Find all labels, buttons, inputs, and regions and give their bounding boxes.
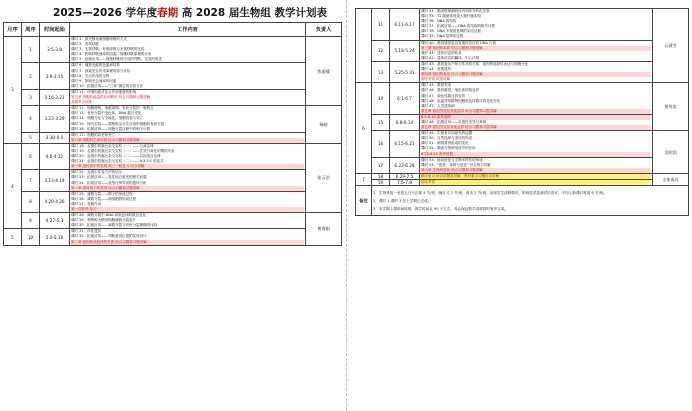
week-row [4, 143, 342, 169]
week-cell: 10 [22, 229, 40, 245]
lesson-line: 课时 2：有氧呼吸 [71, 42, 99, 47]
lesson-line: 课时 26：减数分裂——卵细胞的形成过程 [71, 196, 137, 201]
week-cell: 13 [372, 61, 390, 82]
lessons-cell [70, 37, 306, 63]
week-cell: 12 [372, 40, 390, 61]
plan-table-left-body [4, 37, 342, 246]
week-cell: 16 [372, 131, 390, 157]
week-row [356, 40, 689, 61]
month-cell: 7 [356, 173, 372, 185]
title-term: 春期 [157, 7, 179, 19]
lesson-line: 课时 48：拓展应用——可遗传变异与育种 [421, 119, 487, 124]
note-line: 2．课时 1-课时 3 在上学期已完成。 [373, 198, 432, 203]
lesson-line: 课时 7：探索光合作用原理的部分实验 [71, 68, 131, 73]
lesson-line: 课时 12：细胞增殖、细胞周期、有丝分裂的一般特点 [71, 106, 154, 111]
lesson-line: 课时 35：T2 噬菌体侵染大肠杆菌实验 [421, 14, 482, 19]
note-line: 1．生物每周一至周五白天正课 4 节/班，晚自习 2 节/班，周末 2 节/班；出现学生请假情况，阶段性试卷测试后讲评，平均上新课时每周 6 节/班。 [373, 190, 607, 195]
date-cell: 6.11-6.17 [390, 9, 420, 41]
week-row [356, 61, 689, 82]
lesson-line: 课时 49：生物有共同祖先的证据 [421, 131, 473, 136]
lesson-line: 课时 15：探究实验——观察根尖分生区组织细胞的有丝分裂 [71, 121, 165, 126]
lessons-cell [420, 9, 653, 41]
date-cell: 6.15-6.21 [390, 131, 420, 157]
lesson-line: 第三章 基因的本质 综合习题和习题讲解 [421, 46, 651, 51]
month-header: 月序 [4, 23, 22, 37]
date-cell: 6.22-6.28 [390, 157, 420, 173]
date-cell: 3.30-4.5 [40, 132, 70, 143]
lessons-cell [420, 40, 653, 61]
lesson-line: 课时 43：基因表达产物与性状的关系、基因的选择性表达与细胞分化 [421, 61, 529, 66]
lesson-line: 课时 40：基因通常是具有遗传效应的 DNA 片段 [421, 40, 496, 45]
lessons-cell [420, 131, 653, 157]
week-header: 周序 [22, 23, 40, 37]
lessons-cell [70, 170, 306, 191]
lesson-line: 课时 37：拓展应用——DNA 的结构的相关计算 [421, 24, 495, 29]
week-cell: 2 [22, 63, 40, 89]
month-cell: 4 [4, 143, 22, 229]
lessons-cell [70, 229, 306, 245]
title-prefix: 2025—2026 学年度 [53, 7, 158, 19]
lessons-cell [420, 157, 653, 173]
date-cell: 4.6-4.12 [40, 143, 70, 169]
week-cell: 5 [22, 132, 40, 143]
date-cell: 4.13-4.19 [40, 170, 70, 191]
week-cell: 1 [22, 37, 40, 63]
lesson-line: 课时 18：孟德尔的豌豆杂交实验（一）——分离定律 [71, 143, 154, 148]
lesson-line: 课时 8：光合作用的过程 [71, 73, 110, 78]
teacher-cell: 石就雪 [653, 9, 689, 83]
lesson-line: 课时 27：受精作用 [71, 201, 102, 206]
lesson-line: 课时 21：孟德尔的豌豆杂交实验（二）——9:3:3:1 的变式 [71, 159, 164, 164]
date-cell: 3.23-3.29 [40, 106, 70, 132]
note-line: 3．本学期上课时间较短，教学时间在 90 天左右，务必保证教学进度按时有序完成。 [373, 206, 508, 211]
lesson-line: 课时 47：染色体数目的变异 [421, 93, 466, 98]
title-suffix: 高 2028 届生物组 教学计划表 [178, 7, 327, 19]
lesson-line: 课时 23：拓展应用——显性纯合致死的相关问题 [71, 175, 147, 180]
week-cell: 19 [372, 180, 390, 186]
date-cell: 4.27-5.3 [40, 213, 70, 229]
lesson-line: 课时 32：拓展应用——判断基因位置的实验设计 [71, 234, 147, 239]
lesson-line: 课时 13：有丝分裂中染色体、DNA 数目变化 [71, 111, 142, 116]
teacher-cell: 焦丽娜 [306, 37, 342, 106]
date-cell: 7.6-7.8 [390, 180, 420, 186]
lesson-line: 第一章 遗传因子的发现 综合习题和习题讲解 [71, 186, 304, 191]
lesson-line: 课时 24：拓展应用——表型比例异常的遗传分析 [71, 180, 147, 185]
week-cell: 8 [22, 191, 40, 212]
week-row [4, 132, 342, 143]
date-cell: 3.9-3.15 [40, 63, 70, 89]
lesson-line: 课时 5：拓展应用——细胞呼吸的方向的判断、实验的改进 [71, 57, 162, 62]
week-row [356, 114, 689, 130]
week-row [356, 9, 689, 41]
lesson-line: 第四章 基因的表达 综合习题和习题讲解 [421, 72, 651, 77]
lessons-cell [420, 61, 653, 82]
lesson-line: 第五章 基因突变及其他变异 综合习题和习题讲解 [421, 125, 651, 130]
lesson-line: 课时 9：影响光合速率的因素 [71, 78, 117, 83]
lesson-line: 课时 48：低温诱导植物细胞染色体数目的变化实验 [421, 98, 501, 103]
week-row [4, 63, 342, 89]
lesson-line: 课时 19：孟德尔的豌豆杂交实验（一）——性状分离比的模拟实验 [71, 148, 175, 153]
lesson-line: 课时 44：表观遗传 [421, 67, 452, 72]
date-cell: 3.5-3.8 [40, 37, 70, 63]
week-row [356, 157, 689, 173]
teacher-cell: 吴明国 [653, 131, 689, 174]
lessons-cell [70, 213, 306, 229]
content-header: 工作内容 [70, 23, 306, 37]
lessons-cell [70, 63, 306, 89]
lesson-line: 课时 3：无氧呼吸、有氧呼吸与无氧呼吸的比较 [71, 47, 145, 52]
date-cell: 5.4-5.10 [40, 229, 70, 245]
lesson-line: 课时 42：遗传信息的翻译，中心法则 [421, 55, 480, 60]
plan-table-right [355, 8, 689, 216]
lesson-line: 第一次联考 复习 [71, 207, 304, 212]
lesson-line: 课时 51：种群基因组成的变化 [421, 141, 469, 146]
week-cell: 14 [372, 83, 390, 115]
lesson-line: 课时 38：DNA 半保留复制的实验证据 [421, 29, 481, 34]
plan-table-right-body [356, 9, 689, 186]
lesson-line: 第五章 细胞的能量供应和利用 综合习题和习题讲解 [71, 95, 151, 100]
teacher-header: 负责人 [306, 23, 342, 37]
lesson-line: 第六章 细胞的生命历程 综合习题和习题讲解 [71, 138, 304, 143]
lesson-line: 课时 30：拓展应用——减数分裂与有丝分裂图像的比较 [71, 223, 158, 228]
lessons-cell [70, 191, 306, 212]
month-cell [356, 9, 372, 83]
lesson-line: 6.20-6.22 高考放假 [421, 152, 651, 157]
week-cell: 4 [22, 106, 40, 132]
lesson-line: 课时 6：捕获光能的色素和结构 [71, 63, 120, 68]
notes-section [356, 186, 689, 216]
teacher-cell: 全体成员 [653, 173, 689, 185]
lesson-line: 课时 34：肺炎链球菌的体内和体外转化实验 [421, 9, 490, 13]
lesson-line: 课时 16：拓展应用——细胞分裂过程中的相关计算 [71, 126, 151, 131]
lesson-line: 课时 29：观察蝗虫精母细胞减数分裂装片 [71, 218, 137, 223]
week-row [4, 191, 342, 212]
lesson-line: 第一章 遗传因子的发现 高三一轮复习 综合讲解 [71, 164, 304, 169]
date-cell: 3.16-3.22 [40, 89, 70, 105]
lessons-cell [70, 132, 306, 143]
week-cell: 15 [372, 114, 390, 130]
week-cell: 17 [372, 157, 390, 173]
week-row [356, 131, 689, 157]
teacher-cell: 黄琼忠 [653, 83, 689, 131]
lesson-line: 课时 45：基因突变 [421, 83, 452, 88]
teacher-cell: 杨晓 [306, 106, 342, 144]
date-cell: 6.1-6.7 [390, 83, 420, 115]
lesson-line: 6.5-6.10 高考放假 [421, 115, 651, 120]
week-cell: 9 [22, 213, 40, 229]
lesson-line: 期中考试 试卷讲解 [421, 77, 451, 82]
lesson-line: 课时 14：细胞分化与全能性，细胞衰老与死亡 [71, 116, 144, 121]
notes-label: 备注 [356, 186, 372, 216]
lessons-cell [70, 106, 306, 132]
lesson-line: 课时 50：自然选择与适应的形成 [421, 136, 473, 141]
lesson-line: 课时 4：影响呼吸速率的因素，细胞呼吸原理的应用 [71, 52, 152, 57]
lesson-line: 课时 10：拓展应用——“三率”测定的实验方法 [71, 83, 144, 88]
lesson-line: 课时 41：遗传信息的转录 [421, 50, 462, 55]
month-cell: 6 [356, 83, 372, 174]
lesson-line: 课时 46：基因重组，染色体结构变异 [421, 88, 480, 93]
notes-content [372, 186, 689, 216]
date-cell: 6.8-6.14 [390, 114, 420, 130]
page-title [30, 5, 350, 20]
week-cell: 6 [22, 143, 40, 169]
lesson-line: 课时 52：隔离在物种形成中的作用 [421, 146, 476, 151]
lessons-cell [70, 89, 306, 105]
date-cell: 5.25-5.31 [390, 61, 420, 82]
month-cell: 5 [4, 229, 22, 245]
lesson-line: 课时 39：DNA 复制的过程 [421, 34, 464, 39]
week-row [4, 229, 342, 245]
teacher-cell: 黄海娟 [306, 213, 342, 246]
lesson-line: 第五章 基因突变及其他变异 综合习题和习题讲解 [421, 109, 651, 114]
lesson-line: 课时 11：环境因素对光合作用强度的影响 [71, 89, 137, 94]
week-cell: 3 [22, 89, 40, 105]
lesson-line: 课时 17：细胞的衰老和死亡 [71, 132, 116, 137]
lessons-cell [420, 114, 653, 130]
lesson-line: 第六章 生物的进化 综合习题和习题讲解 [421, 168, 651, 173]
lesson-line: 课时 31：伴性遗传 [71, 229, 102, 234]
week-row [4, 106, 342, 132]
lesson-line: 课时 25：减数分裂——精子的形成过程 [71, 191, 133, 196]
plan-table-left [3, 22, 342, 246]
week-cell: 18 [372, 173, 390, 179]
date-cell: 6.29-7.5 [390, 173, 420, 179]
week-row [4, 89, 342, 105]
week-row [4, 37, 342, 63]
week-row [356, 83, 689, 115]
week-row [4, 213, 342, 229]
lesson-line: 课时 22：孟德尔实验方法的启示 [71, 170, 123, 175]
lesson-line: 课时 36：DNA 的结构 [421, 19, 457, 24]
lesson-line: 期末复习 综合试题及讲解，教材重点习题综合讲解 [421, 174, 651, 179]
month-cell: 3 [4, 37, 22, 144]
lesson-line: 高频考点训练 [71, 100, 92, 105]
lessons-cell [420, 83, 653, 115]
date-cell: 5.18-5.24 [390, 40, 420, 61]
lessons-cell [70, 143, 306, 169]
lesson-line: 课时 47：人类遗传病 [421, 103, 455, 108]
teacher-cell: 张云浩 [306, 143, 342, 212]
lesson-line: 课时 54：“收获，育种与进化” 综合练习讲解 [421, 162, 491, 167]
lesson-line: 第二章 基因和染色体的关系 综合习题和习题讲解 [71, 240, 304, 245]
lesson-line: 课时 28：减数分裂中 DNA 和染色体的数目变化 [71, 213, 146, 218]
lesson-line: 课时 53：协同进化与生物多样性的形成 [421, 157, 483, 162]
week-row [4, 170, 342, 191]
lesson-line: 期末考试 [421, 180, 651, 185]
date-header: 时间起始 [40, 23, 70, 37]
lesson-line: 课时 20：孟德尔的豌豆杂交实验（二）——自由组合定律 [71, 154, 161, 159]
date-cell: 4.20-4.26 [40, 191, 70, 212]
lesson-line: 课时 1：探究酵母菌细胞呼吸的方式 [71, 37, 127, 41]
page-divider [346, 0, 347, 411]
week-cell: 7 [22, 170, 40, 191]
week-cell: 11 [372, 9, 390, 41]
